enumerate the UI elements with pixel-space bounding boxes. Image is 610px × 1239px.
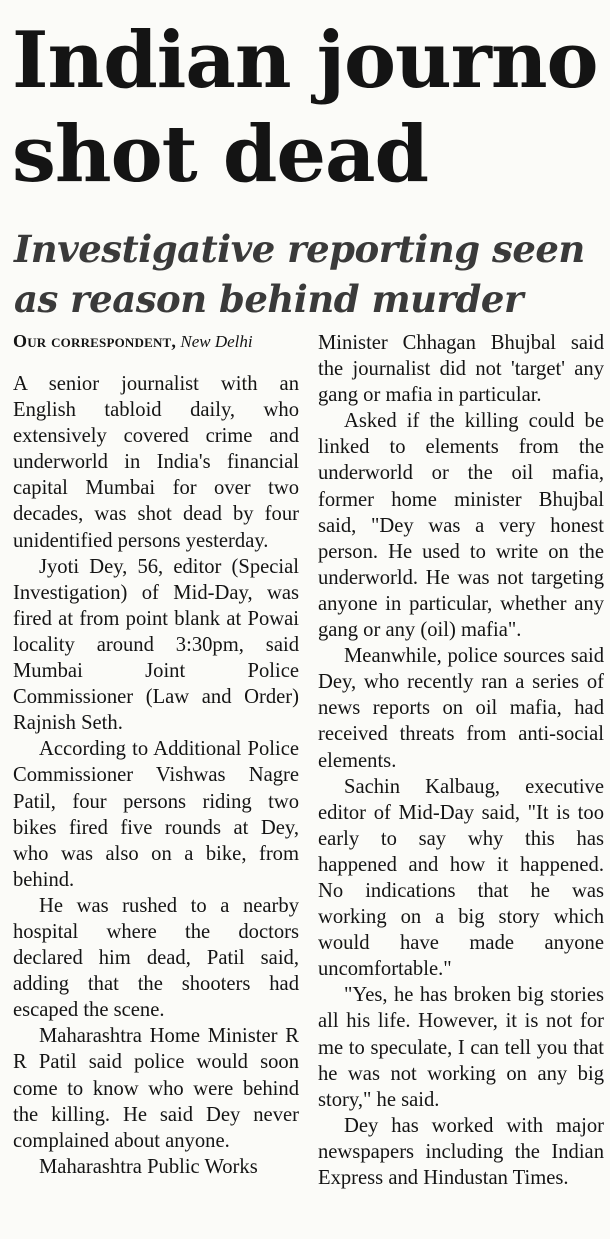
headline: Indian journo shot dead <box>12 15 598 200</box>
paragraph: Asked if the killing could be linked to elements from the underworld or the oil mafia, former home minister Bhujbal said, "Dey was a very honest person. He used to write on the underworld. He was not targeting anyone in particular, whether any gang or any (oil) mafia". <box>318 410 604 642</box>
byline-name: Our correspondent, <box>13 331 177 351</box>
paragraph: He was rushed to a nearby hospital where the doctors declared him dead, Patil said, adding that the shooters had escaped the scene. <box>13 894 299 1022</box>
paragraph: "Yes, he has broken big stories all his life. However, it is not for me to speculate, I can tell you that he was not working on any big story," he said. <box>318 984 604 1111</box>
paragraph: Meanwhile, police sources said Dey, who recently ran a series of news reports on oil mafia, had received threats from anti-social elements. <box>318 645 604 772</box>
paragraph: Minister Chhagan Bhujbal said the journalist did not 'target' any gang or mafia in particular. <box>318 332 604 407</box>
paragraph: Sachin Kalbaug, executive editor of Mid-Day said, "It is too early to say why this has happened and how it happened. No indications that he was working on a big story which would have made anyone uncomfortable." <box>318 775 604 981</box>
paragraph: Maharashtra Home Minister R R Patil said police would soon come to know who were behind the killing. He said Dey never complained about anyone. <box>13 1025 299 1152</box>
byline-location: New Delhi <box>180 332 253 351</box>
paragraph: Dey has worked with major newspapers including the Indian Express and Hindustan Times. <box>318 1114 604 1189</box>
article-column-left <box>13 330 299 1180</box>
paragraph: According to Additional Police Commissioner Vishwas Nagre Patil, four persons riding two bikes fired five rounds at Dey, who was also on a bike, from behind. <box>13 738 299 891</box>
article-column-right <box>318 330 604 1191</box>
column-divider <box>303 330 304 1230</box>
subheadline: Investigative reporting seen as reason behind murder <box>14 227 585 321</box>
paragraph: Maharashtra Public Works <box>39 1155 258 1178</box>
paragraph: A senior journalist with an English tabloid daily, who extensively covered crime and underworld in India's financial capital Mumbai for over two decades, was shot dead by four unidentified persons yesterday. <box>13 373 299 552</box>
byline <box>13 330 299 353</box>
paragraph: Jyoti Dey, 56, editor (Special Investigation) of Mid-Day, was fired at from point blank at Powai locality around 3:30pm, said Mumbai Joint Police Commissioner (Law and Order) Rajnish Seth. <box>13 555 299 735</box>
